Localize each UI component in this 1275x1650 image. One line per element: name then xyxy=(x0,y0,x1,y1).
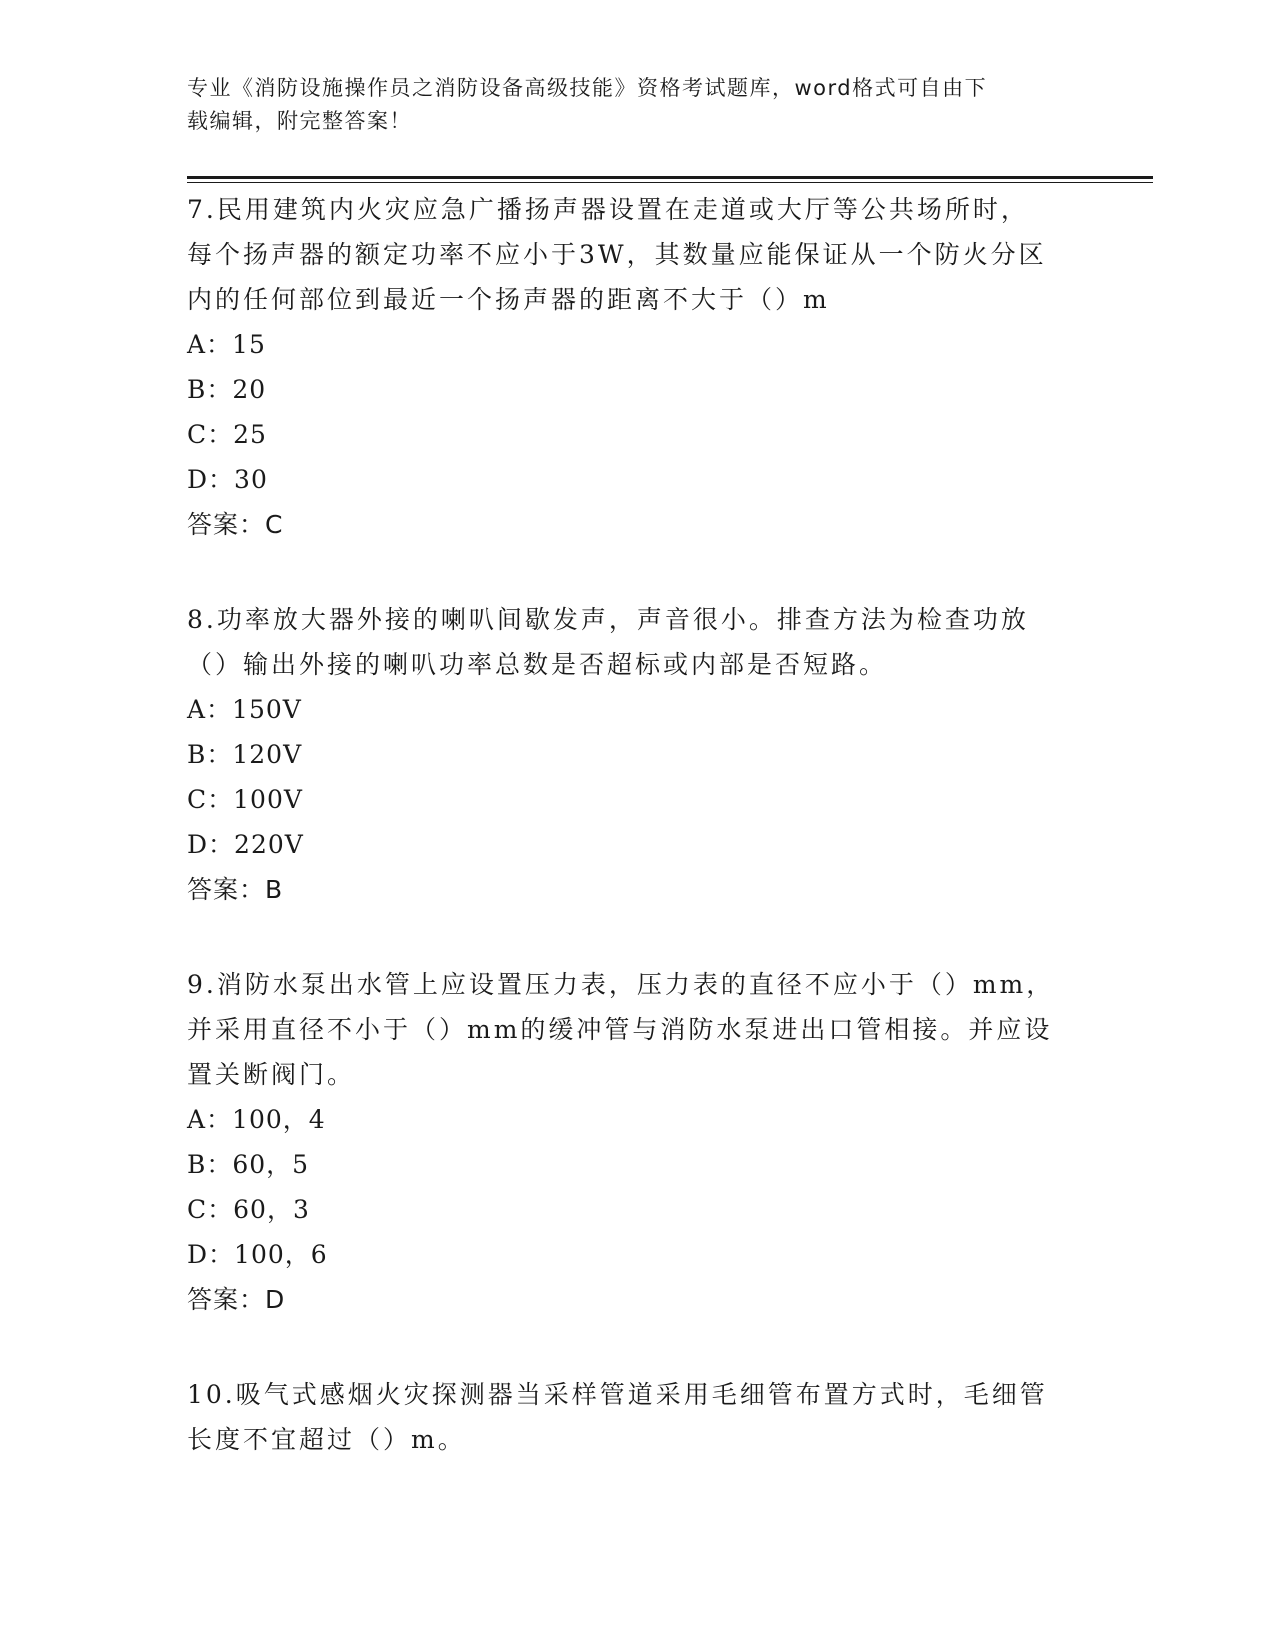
header-line-2: 载编辑，附完整答案！ xyxy=(187,109,412,133)
question-text-line: 8.功率放大器外接的喇叭间歇发声，声音很小。排查方法为检查功放 xyxy=(187,605,1029,634)
option-a: A：100，4 xyxy=(187,1105,326,1134)
header-divider-thin xyxy=(187,182,1153,183)
header-line-1: 专业《消防设施操作员之消防设备高级技能》资格考试题库，word格式可自由下 xyxy=(187,76,988,100)
option-b: B：120V xyxy=(187,740,303,769)
question-7 xyxy=(187,187,1087,547)
option-c: C：100V xyxy=(187,785,303,814)
question-text-line: 每个扬声器的额定功率不应小于3W，其数量应能保证从一个防火分区 xyxy=(187,240,1047,269)
question-text-line: （）输出外接的喇叭功率总数是否超标或内部是否短路。 xyxy=(187,650,888,679)
answer-line: 答案：D xyxy=(187,1285,286,1314)
answer-line: 答案：C xyxy=(187,510,284,539)
option-c: C：25 xyxy=(187,420,267,449)
question-text-line: 10.吸气式感烟火灾探测器当采样管道采用毛细管布置方式时，毛细管 xyxy=(187,1380,1048,1409)
document-header xyxy=(187,72,1067,138)
option-c: C：60，3 xyxy=(187,1195,310,1224)
question-9 xyxy=(187,962,1087,1322)
header-divider-thick xyxy=(187,176,1153,179)
question-10 xyxy=(187,1372,1087,1462)
question-8 xyxy=(187,597,1087,912)
answer-line: 答案：B xyxy=(187,875,284,904)
question-text-line: 长度不宜超过（）m。 xyxy=(187,1425,466,1454)
option-a: A：15 xyxy=(187,330,266,359)
option-b: B：20 xyxy=(187,375,267,404)
question-text-line: 置关断阀门。 xyxy=(187,1060,356,1089)
option-d: D：100，6 xyxy=(187,1240,328,1269)
question-text-line: 9.消防水泵出水管上应设置压力表，压力表的直径不应小于（）mm， xyxy=(187,970,1055,999)
option-d: D：30 xyxy=(187,465,268,494)
option-b: B：60，5 xyxy=(187,1150,310,1179)
question-text-line: 并采用直径不小于（）mm的缓冲管与消防水泵进出口管相接。并应设 xyxy=(187,1015,1053,1044)
option-a: A：150V xyxy=(187,695,302,724)
question-text-line: 内的任何部位到最近一个扬声器的距离不大于（）m xyxy=(187,285,830,314)
question-text-line: 7.民用建筑内火灾应急广播扬声器设置在走道或大厅等公共场所时， xyxy=(187,195,1029,224)
option-d: D：220V xyxy=(187,830,304,859)
